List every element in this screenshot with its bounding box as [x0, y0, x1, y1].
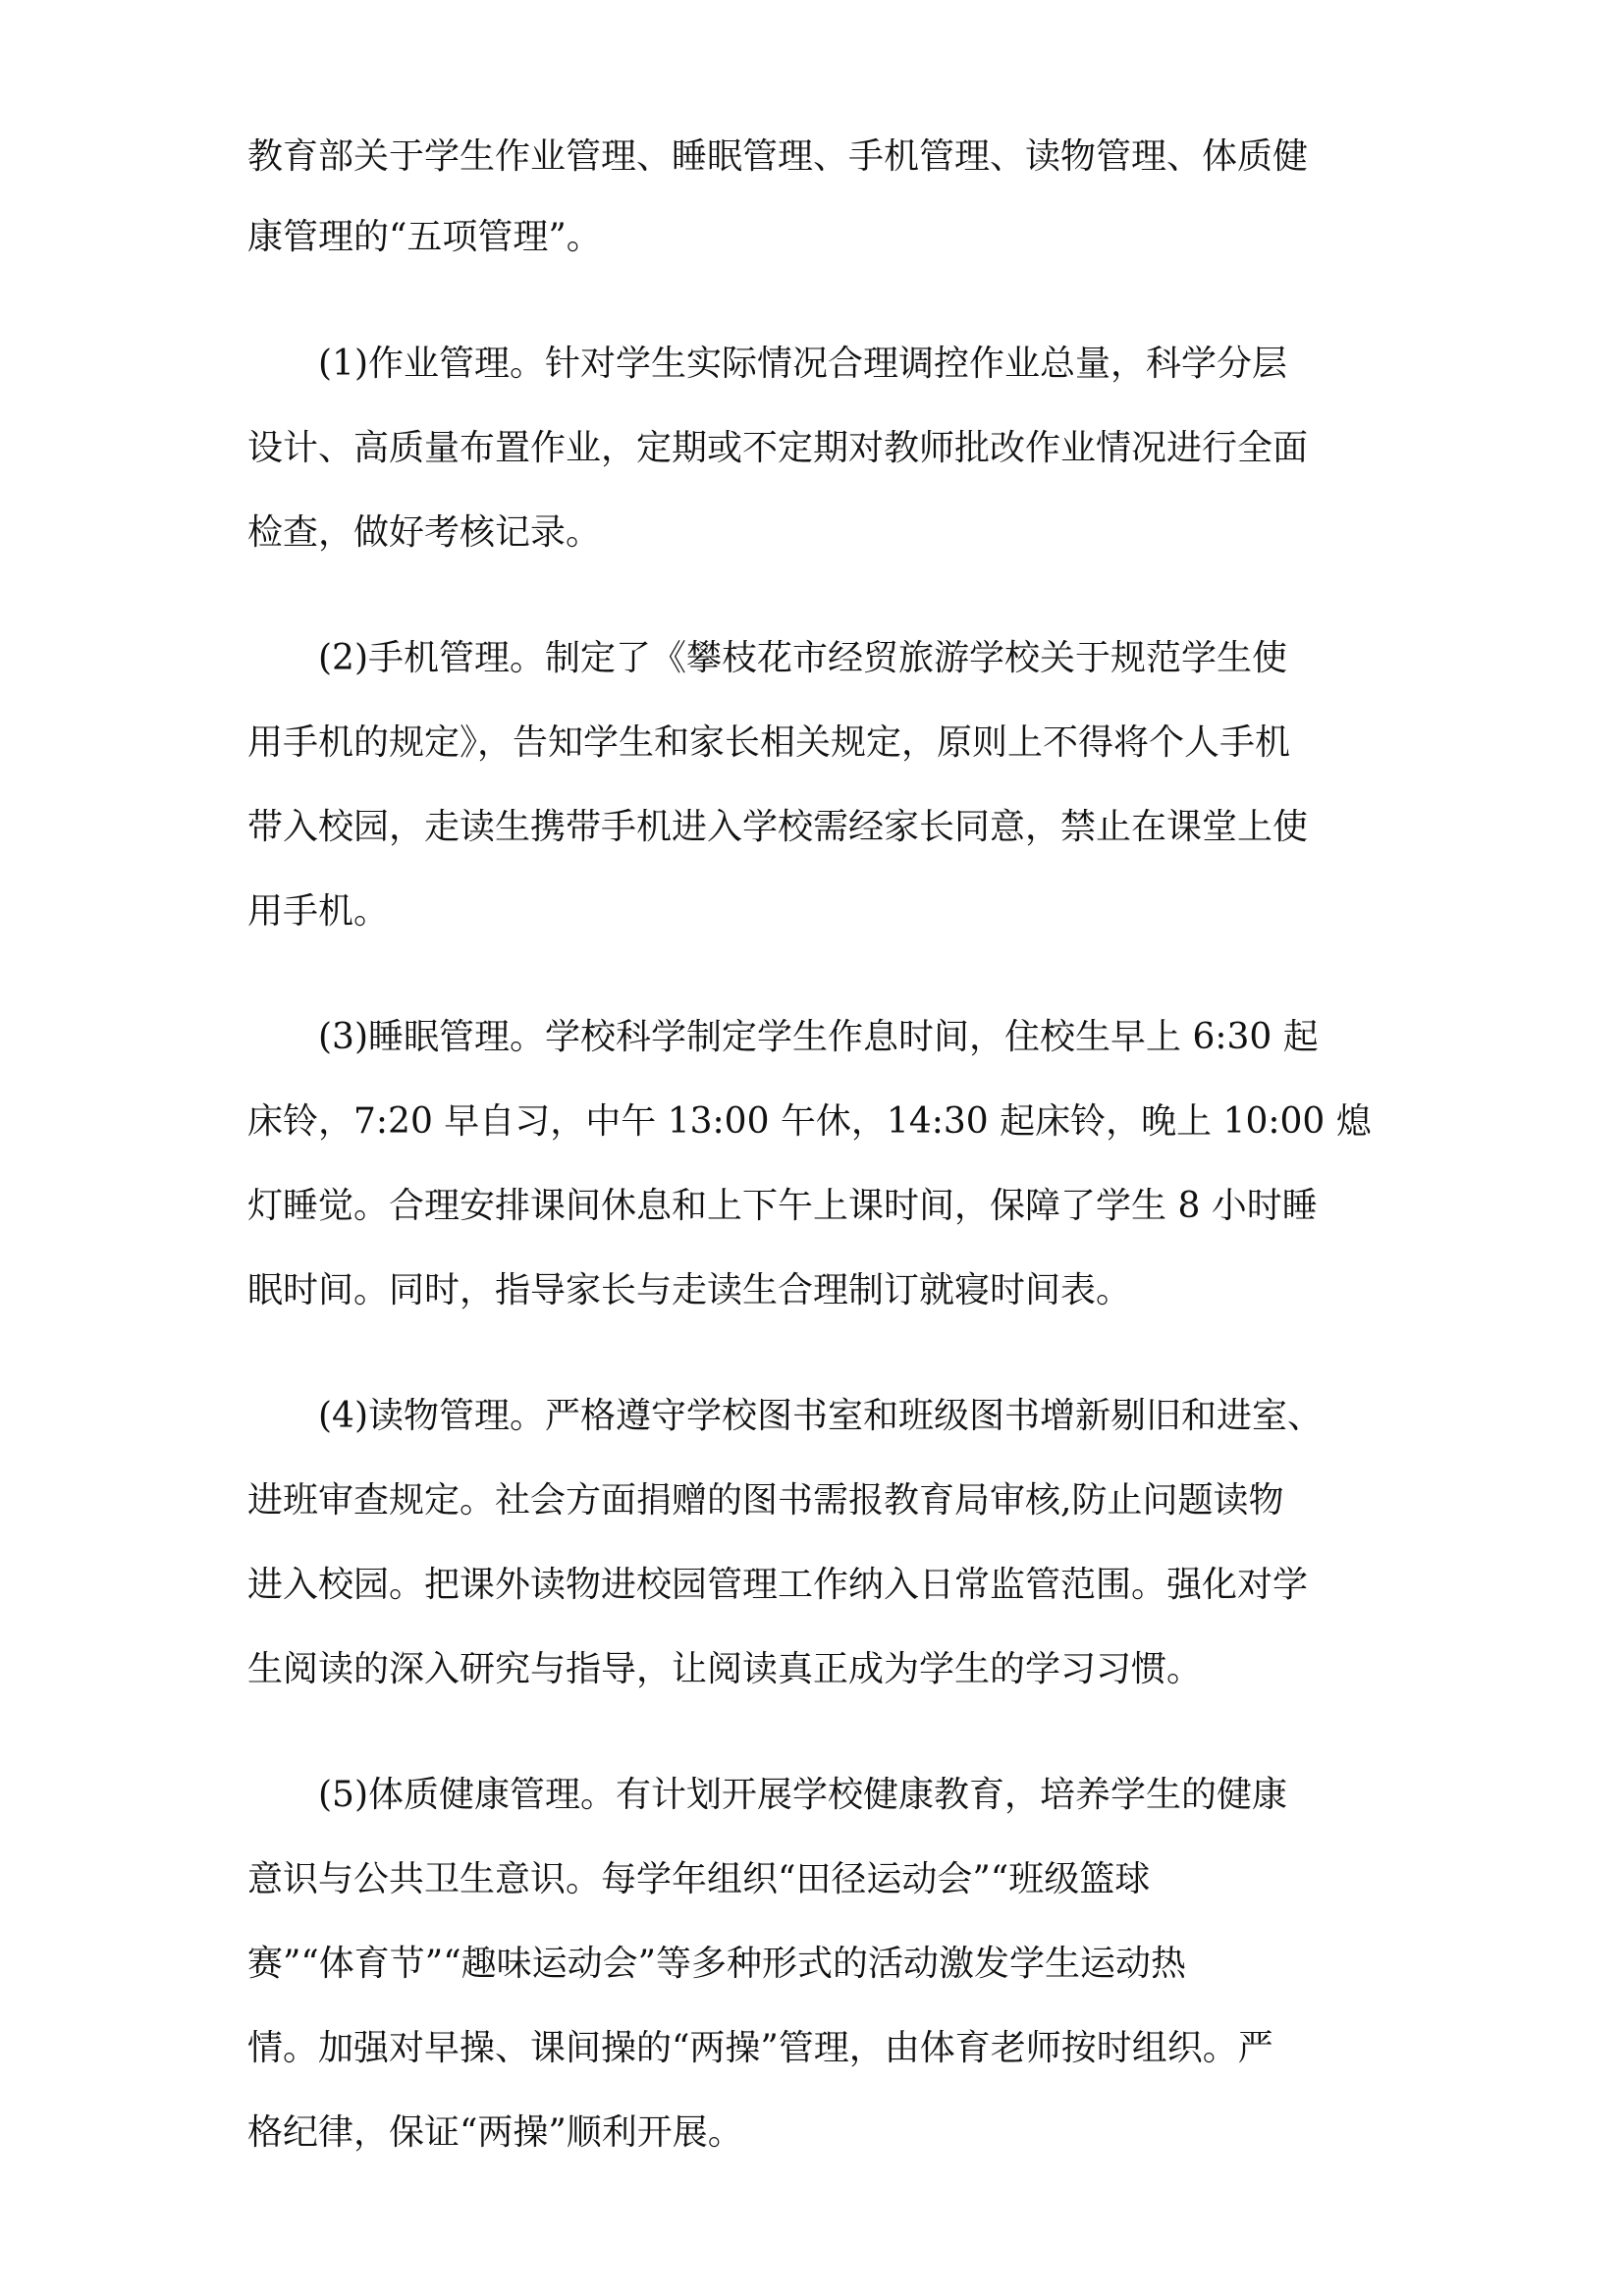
text-line: 用手机。: [247, 891, 390, 932]
text-line: 设计、高质量布置作业，定期或不定期对教师批改作业情况进行全面: [247, 428, 1309, 468]
text-line: 灯睡觉。合理安排课间休息和上下午上课时间，保障了学生 8 小时睡: [247, 1186, 1318, 1226]
text-line: 进班审查规定。社会方面捐赠的图书需报教育局审核,防止问题读物: [247, 1480, 1284, 1521]
text-line: 进入校园。把课外读物进校园管理工作纳入日常监管范围。强化对学: [247, 1565, 1309, 1605]
text-line: 眠时间。同时，指导家长与走读生合理制订就寝时间表。: [247, 1270, 1132, 1310]
text-line: (1)作业管理。针对学生实际情况合理调控作业总量，科学分层: [318, 344, 1287, 384]
text-line: 意识与公共卫生意识。每学年组织“田径运动会”“班级篮球: [247, 1859, 1151, 1899]
text-line: 格纪律，保证“两操”顺利开展。: [247, 2112, 743, 2153]
text-line: 教育部关于学生作业管理、睡眠管理、手机管理、读物管理、体质健: [247, 136, 1309, 177]
text-line: 康管理的“五项管理”。: [247, 217, 602, 257]
text-line: 生阅读的深入研究与指导，让阅读真正成为学生的学习习惯。: [247, 1649, 1203, 1689]
text-line: 带入校园，走读生携带手机进入学校需经家长同意，禁止在课堂上使: [247, 807, 1309, 847]
text-line: (2)手机管理。制定了《攀枝花市经贸旅游学校关于规范学生使: [318, 638, 1287, 678]
text-line: 用手机的规定》，告知学生和家长相关规定，原则上不得将个人手机: [247, 722, 1291, 763]
text-line: 赛”“体育节”“趣味运动会”等多种形式的活动激发学生运动热: [247, 1944, 1187, 1984]
text-line: (4)读物管理。严格遵守学校图书室和班级图书增新剔旧和进室、: [318, 1396, 1323, 1436]
text-line: 床铃，7:20 早自习，中午 13:00 午休，14:30 起床铃，晚上 10:00 熄: [247, 1101, 1372, 1142]
text-line: (3)睡眠管理。学校科学制定学生作息时间，住校生早上 6:30 起: [318, 1017, 1319, 1057]
text-line: 情。加强对早操、课间操的“两操”管理，由体育老师按时组织。严: [247, 2028, 1273, 2068]
text-line: (5)体质健康管理。有计划开展学校健康教育，培养学生的健康: [318, 1775, 1287, 1815]
text-line: 检查，做好考核记录。: [247, 512, 602, 553]
